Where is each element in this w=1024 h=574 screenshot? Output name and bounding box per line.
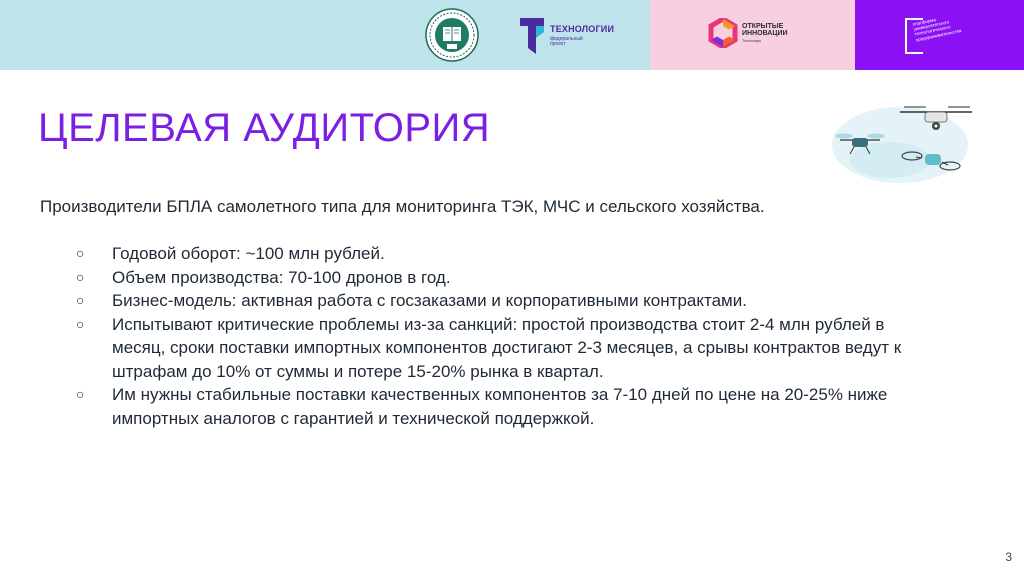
open-innovations-logo	[708, 18, 788, 48]
header-purple-section	[855, 0, 1024, 70]
bullet-text: Испытывают критические проблемы из-за санкций: простой производства стоит 2-4 млн рублей в месяц, сроки поставки импортных компонентов достигают 2-3 месяцев, а срывы контрактов ведут к штрафам до 10% от суммы и потере 15-20% рынка в квартал.	[112, 314, 902, 381]
page-title: ЦЕЛЕВАЯ АУДИТОРИЯ	[38, 106, 491, 150]
bullet-text: Объем производства: 70-100 дронов в год.	[112, 267, 451, 287]
bullet-text: Годовой оборот: ~100 млн рублей.	[112, 244, 385, 263]
technologies-logo	[520, 16, 614, 56]
bullet-marker: ○	[76, 315, 85, 332]
university-emblem-icon	[424, 7, 480, 63]
bullet-text: Бизнес-модель: активная работа с госзаказами и корпоративными контрактами.	[112, 291, 747, 310]
technologies-title: ТЕХНОЛОГИИ	[550, 24, 615, 34]
intro-text: Производители БПЛА самолетного типа для мониторинга ТЭК, МЧС и сельского хозяйства.	[40, 197, 765, 216]
open-innovations-line3: Технопарк	[742, 37, 762, 43]
bullet-marker: ○	[76, 292, 85, 308]
header-pink-section	[650, 0, 855, 70]
list-item	[40, 242, 940, 266]
bullet-list	[40, 242, 940, 430]
page-number: 3	[1005, 550, 1012, 564]
header-band	[0, 0, 1024, 70]
bullet-text: Им нужны стабильные поставки качественных компонентов за 7-10 дней по цене на 20-25% ниже импортных аналогов с гарантией и технической поддержкой.	[112, 385, 888, 428]
platform-text: платформа университетского технологического предпринимательства	[912, 17, 962, 43]
technologies-t-icon	[520, 18, 544, 54]
bullet-marker: ○	[76, 245, 85, 261]
technologies-subtitle: федеральный проект	[550, 36, 583, 47]
drones-illustration-icon	[830, 90, 980, 190]
bullet-marker: ○	[76, 268, 85, 285]
open-innovations-line2: ИННОВАЦИИ	[742, 30, 788, 38]
platform-logo	[905, 18, 965, 58]
header-blue-section	[0, 0, 650, 70]
bullet-marker: ○	[76, 386, 85, 402]
list-item	[40, 313, 940, 384]
list-item	[40, 266, 940, 290]
list-item	[40, 289, 940, 313]
open-innovations-icon	[708, 18, 738, 48]
open-innovations-line1: ОТКРЫТЫЕ	[742, 23, 784, 31]
list-item	[40, 383, 940, 430]
